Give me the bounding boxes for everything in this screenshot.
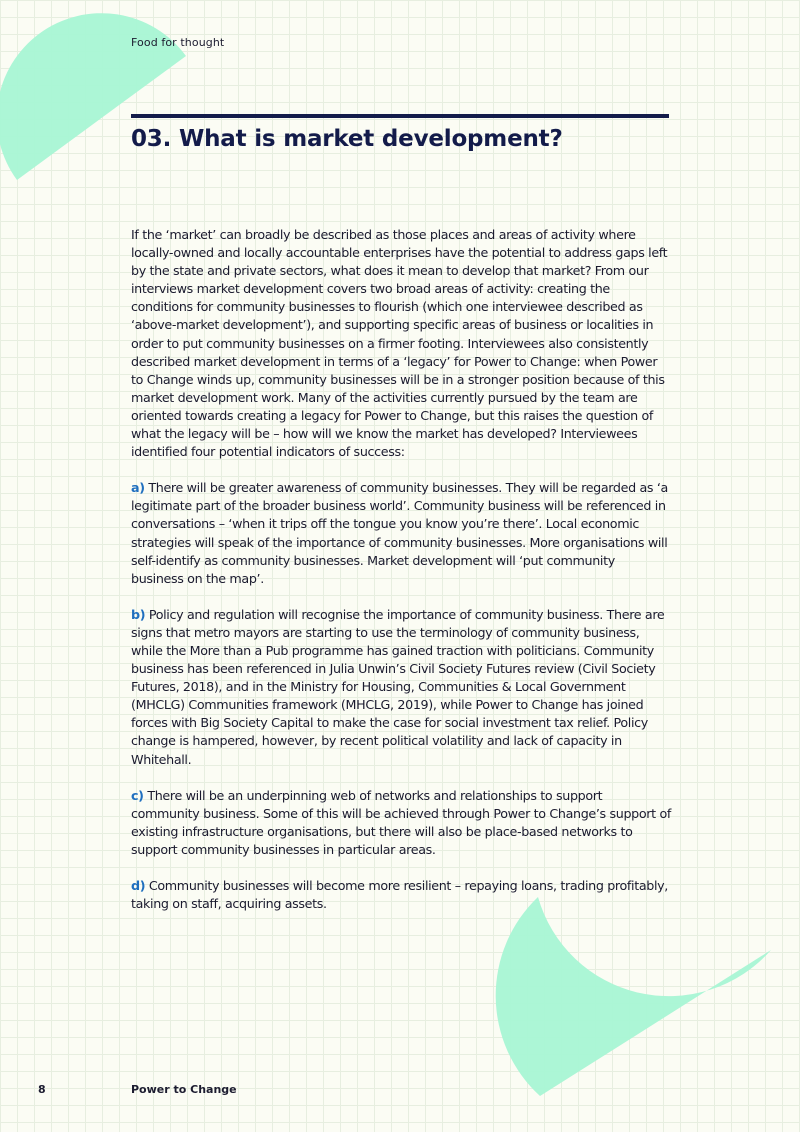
indicator-b	[131, 606, 671, 769]
indicator-c	[131, 787, 671, 859]
indicator-d	[131, 877, 671, 913]
indicator-text: Policy and regulation will recognise the importance of community business. There are signs that metro mayors are starting to use the terminology of community business, while the More than a Pub programme has gained traction with politicians. Community business has been referenced in Julia Unwin’s Civil Society Futures review (Civil Society Futures, 2018), and in the Ministry for Housing, Communities & Local Government (MHCLG) Communities framework (MHCLG, 2019), while Power to Change has joined forces with Big Society Capital to make the case for social investment tax relief. Policy change is hampered, however, by recent political volatility and lack of capacity in Whitehall.	[131, 606, 665, 767]
indicator-marker: d)	[131, 878, 146, 893]
intro-paragraph: If the ‘market’ can broadly be described as those places and areas of activity where locally-owned and locally accountable enterprises have the potential to address gaps left by the state and private sectors, what does it mean to develop that market? From our interviews market development covers two broad areas of activity: creating the conditions for community businesses to flourish (which one interviewee described as ‘above-market development’), and supporting specific areas of business or localities in order to put community businesses on a firmer footing. Interviewees also consistently described market development in terms of a ‘legacy’ for Power to Change: when Power to Change winds up, community businesses will be in a stronger position because of this market development work. Many of the activities currently pursued by the team are oriented towards creating a legacy for Power to Change, but this raises the question of what the legacy will be – how will we know the market has developed? Interviewees identified four potential indicators of success:	[131, 227, 668, 460]
page-number: 8	[38, 1083, 46, 1096]
indicator-marker: b)	[131, 606, 146, 622]
indicator-text: There will be an underpinning web of networks and relationships to support community business. Some of this will be achieved through Power to Change’s support of existing infrastructure organisations, but there will also be place-based networks to support community businesses in particular areas.	[131, 787, 671, 857]
indicator-marker: a)	[131, 480, 145, 496]
indicator-marker: c)	[131, 787, 144, 803]
indicator-a	[131, 479, 671, 588]
body-text	[131, 226, 671, 931]
indicator-text: There will be greater awareness of community businesses. They will be regarded as ‘a legitimate part of the broader business world’. Community business will be referenced in conversations – ‘when it trips off the tongue you know you’re there’. Local economic strategies will speak of the importance of community businesses. More organisations will self-identify as community businesses. Market development will ‘put community business on the map’.	[131, 480, 668, 586]
indicator-text: Community businesses will become more resilient – repaying loans, trading profitably, taking on staff, acquiring assets.	[131, 878, 668, 912]
footer-brand: Power to Change	[131, 1083, 237, 1096]
page-title: 03. What is market development?	[131, 126, 563, 152]
title-rule	[131, 114, 669, 118]
running-header: Food for thought	[131, 36, 225, 49]
